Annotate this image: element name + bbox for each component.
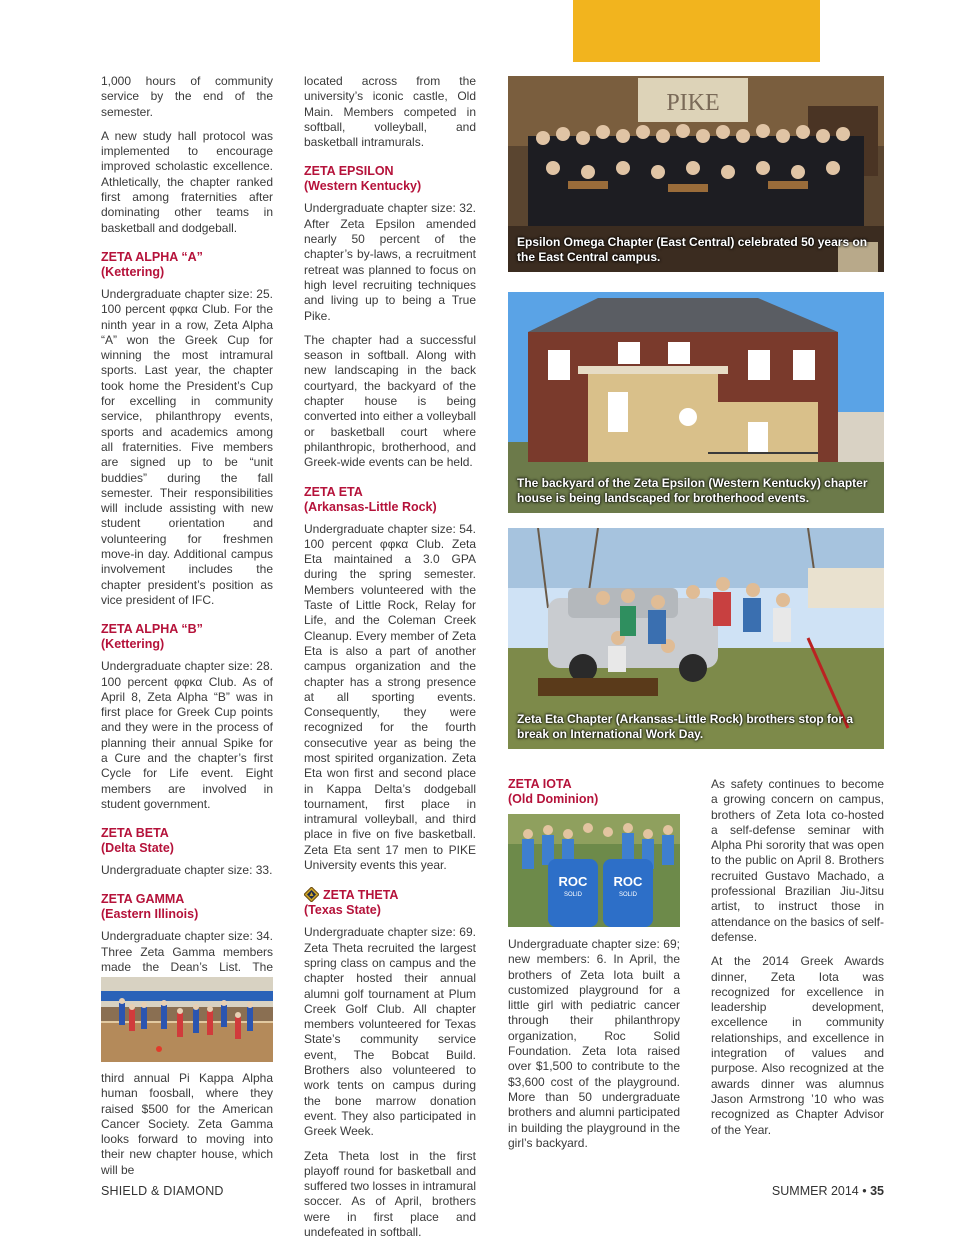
photo-zeta-eta-work-day — [508, 528, 884, 749]
shirt-text: ROC — [558, 874, 588, 889]
paragraph: third annual Pi Kappa Alpha human foosball, where they raised $500 for the American Cancer Society. Zeta Gamma looks forward to moving into their new chapter house, which will be — [101, 1071, 273, 1177]
section-heading-zeta-epsilon: ZETA EPSILON (Western Kentucky) — [304, 164, 422, 194]
paragraph: Undergraduate chapter size: 28. 100 percent φφκα Club. As of April 8, Zeta Alpha “B” was in first place for Greek Cup points and they were in the process of planning their annual Spike for a Cure and the chapter’s first Cycle for Life event. Eight members are involved in student government. — [101, 659, 273, 811]
playground-image — [508, 814, 680, 927]
column-4 — [711, 777, 884, 1147]
gym-image — [101, 977, 273, 1062]
section-heading-zeta-theta: ZETA THETA (Texas State) — [304, 888, 399, 918]
photo-zeta-gamma-foosball — [101, 977, 273, 1062]
paragraph: Undergraduate chapter size: 69; new members: 6. In April, the brothers of Zeta Iota built a customized playground for a little girl with pediatric cancer through their philanthropy organization, Roc Solid Foundation. Zeta Iota raised over $1,500 to contribute to the $3,600 cost of the playground. More than 50 undergraduate brothers and alumni participated in building the playground in the girl’s backyard. — [508, 937, 680, 1150]
magazine-title: SHIELD & DIAMOND — [101, 1184, 224, 1198]
issue-label: SUMMER 2014 • — [771, 1184, 867, 1198]
paragraph: 1,000 hours of community service by the end of the semester. — [101, 74, 273, 119]
award-badge-icon — [304, 887, 319, 902]
page-footer — [772, 1184, 884, 1198]
header-color-band — [573, 0, 820, 62]
paragraph: Undergraduate chapter size: 32. After Zeta Epsilon amended nearly 50 percent of the chapter’s by-laws, a recruitment retreat was planned to focus on high level recruiting techniques and living up to being a True Pike. — [304, 201, 476, 323]
paragraph: Undergraduate chapter size: 69. Zeta Theta recruited the largest spring class on campus and the chapter hosted their annual alumni golf tournament at Plum Creek Golf Club. All chapter members volunteered for Texas State’s community service event, The Bobcat Build. Brothers also volunteered to work tents on campus during the bone marrow donation event. They also participated in Greek Week. — [304, 925, 476, 1139]
photo-zeta-iota-roc-solid — [508, 814, 680, 927]
column-2 — [304, 74, 476, 1249]
section-heading-zeta-alpha-a: ZETA ALPHA “A” (Kettering) — [101, 249, 203, 279]
section-heading-zeta-gamma: ZETA GAMMA (Eastern Illinois) — [101, 892, 199, 922]
paragraph: A new study hall protocol was implemented to encourage improved scholastic excellence. Athletically, the chapter ranked first among fraternities after dominating other teams in basketball and dodgeball. — [101, 128, 273, 235]
shirt-subtext: SOLID — [618, 892, 638, 898]
photo-caption: Epsilon Omega Chapter (East Central) celebrated 50 years on the East Central campus. — [517, 235, 868, 264]
photo-caption: The backyard of the Zeta Epsilon (Western Kentucky) chapter house is being landscaped for brotherhood events. — [517, 476, 868, 505]
paragraph: At the 2014 Greek Awards dinner, Zeta Iota was recognized for excellence in leadership development, excellence in community relationships, and excellence in integration of values and purpose. Also recognized at the awards dinner was alumnus Jason Armstrong ’10 who was recognized as Chapter Advisor of the Year. — [711, 954, 884, 1137]
photo-zeta-epsilon-house — [508, 292, 884, 513]
photo-epsilon-omega-group — [508, 76, 884, 272]
banner-text: PIKE — [666, 90, 720, 116]
paragraph: Undergraduate chapter size: 54. 100 percent φφκα Club. Zeta Eta maintained a 3.0 GPA during the spring semester. Members volunteered with the Taste of Little Rock, Relay for Life, and the Coleman Creek Cleanup. Every member of Zeta Eta is also a part of another campus organization and the chapter has a strong presence at all sporting events. Consequently, they were recognized for the fourth consecutive year as being the most spirited organization. Zeta Eta won first and second place in Kappa Delta’s dodgeball tournament, first place in intramural volleyball, and third place in five on five basketball. Zeta Eta sent 17 men to PIKE University events this year. — [304, 521, 476, 873]
photo-caption: Zeta Eta Chapter (Arkansas-Little Rock) brothers stop for a break on International Work Day. — [517, 712, 854, 741]
shirt-subtext: SOLID — [563, 892, 583, 898]
shirt-text: ROC — [613, 874, 643, 889]
section-heading-zeta-beta: ZETA BETA (Delta State) — [101, 826, 174, 856]
column-3 — [508, 777, 680, 1160]
column-1 — [101, 74, 273, 1046]
section-heading-zeta-alpha-b: ZETA ALPHA “B” (Kettering) — [101, 622, 203, 652]
section-heading-zeta-iota: ZETA IOTA (Old Dominion) — [508, 777, 599, 806]
paragraph: Undergraduate chapter size: 25. 100 percent φφκα Club. For the ninth year in a row, Zeta Alpha “A” won the Greek Cup for winning the most intramural sports. Last year, the chapter took home the President’s Cup for excelling in community service, philanthropy events, sports and academics among all fraternities. Five members are signed up to be “unit buddies” during the fall semester. Their responsibilities will include assisting with new student orientation and volunteering for freshmen move-in day. Additional campus involvement includes the chapter president’s position as vice president of IFC. — [101, 286, 273, 607]
paragraph: The chapter had a successful season in softball. Along with new landscaping in the back courtyard, the backyard of the chapter house is being converted into either a volleyball or basketball court where philanthropic, brotherhood, and Greek-wide events can be held. — [304, 332, 476, 470]
page-number: 35 — [870, 1184, 884, 1198]
paragraph: Zeta Theta lost in the first playoff round for basketball and suffered two losses in intramural soccer. As of April, brothers were in first place and undefeated in softball. — [304, 1148, 476, 1239]
section-heading-zeta-eta: ZETA ETA (Arkansas-Little Rock) — [304, 484, 437, 514]
paragraph: located across from the university’s iconic castle, Old Main. Members competed in softball, volleyball, and basketball intramurals. — [304, 74, 476, 150]
column-1-continued — [101, 1071, 273, 1187]
paragraph: As safety continues to become a growing concern on campus, brothers of Zeta Iota co-hosted a self-defense seminar with Alpha Phi sorority that was open to the public on April 8. Brothers recruited Gustavo Machado, a professional Brazilian Jiu-Jitsu artist, to instruct those in attendance on the basics of self-defense. — [711, 777, 884, 944]
paragraph: Undergraduate chapter size: 33. — [101, 863, 273, 878]
paragraph: Undergraduate chapter size: 34. Three Zeta Gamma members made the Dean’s List. The — [101, 929, 273, 975]
